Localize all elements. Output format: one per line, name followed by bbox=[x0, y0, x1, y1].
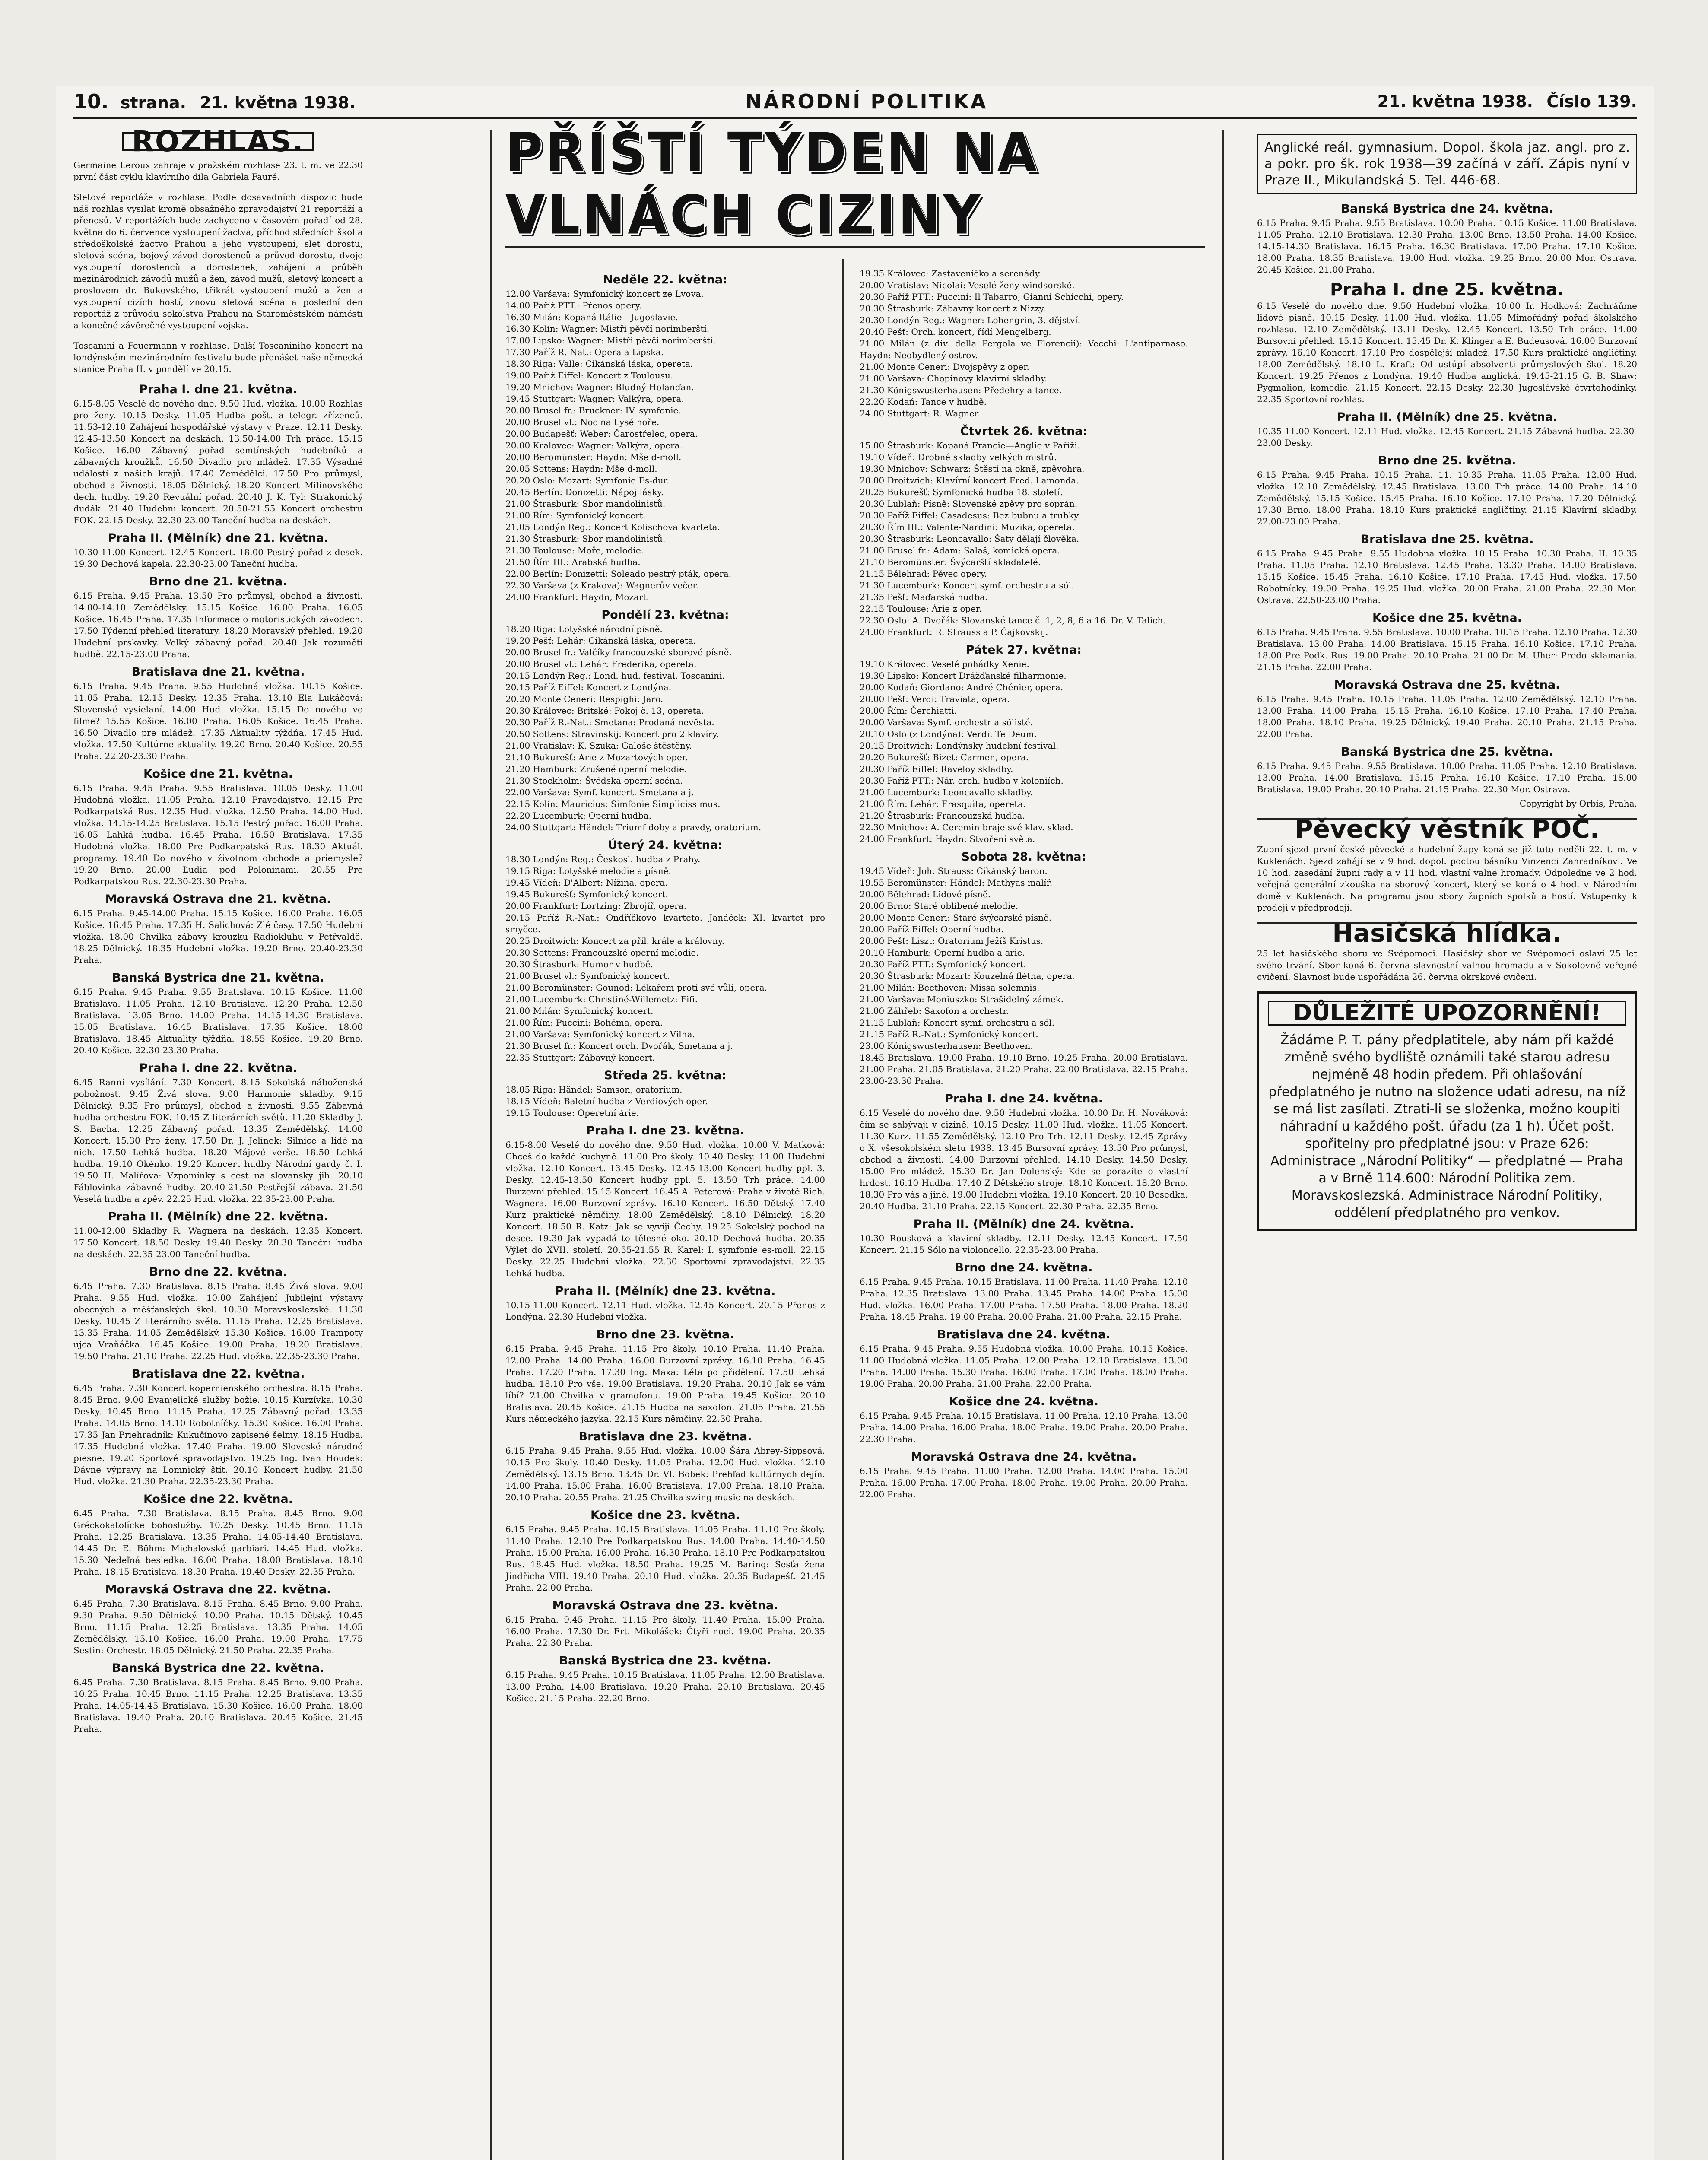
schedule-entry: 21.30 Štrasburk: Sbor mandolinistů. bbox=[505, 534, 666, 544]
schedule-day-heading: Moravská Ostrava dne 23. května. bbox=[552, 1599, 778, 1612]
schedule-entry: 6.15-8.05 Veselé do nového dne. 9.50 Hud. vložka. 10.00 Rozhlas pro ženy. 10.15 Desky. 11.05 Hudba pošt. a telegr. zřízenců. 11.53-12.10 Zahájení hospodářské výstavy v Praze. 12.11 Desky. 12.45-13.50 Koncert na deskách. 13.50-14.00 Trh práce. 15.15 Košice. 16.00 Zábavný pořad semtínských hudebníků a zábavných kroužků. 16.50 Divadlo pro mládež. 17.35 Výsadné událostí z našich krajů. 17.40 Zemědělci. 17.50 Pro průmysl, obchod a živnosti. 18.05 Dělnický. 18.20 Koncert Milinovského dech. hudby. 19.20 Revuální pořad. 20.40 J. K. Tyl: Strakonický dudák. 21.40 Hudební koncert. 20.50-21.55 Koncert orchestru FOK. 22.15 Desky. 22.30-23.00 Taneční hudba na deskách. bbox=[73, 398, 363, 525]
schedule-day-heading: Banská Bystrica dne 25. května. bbox=[1341, 745, 1553, 759]
schedule-entry: 14.00 Paříž PTT.: Přenos opery. bbox=[505, 300, 642, 311]
schedule-entry: 10.15-11.00 Koncert. 12.11 Hud. vložka. 12.45 Koncert. 20.15 Přenos z Londýna. 22.30 Hudební vložka. bbox=[505, 1300, 825, 1322]
schedule-entry: 21.30 Lucemburk: Koncert symf. orchestru a sól. bbox=[860, 580, 1074, 591]
schedule-entry: 21.10 Beromünster: Švýcarští skladatelé. bbox=[860, 557, 1041, 567]
schedule-entry: 19.45 Stuttgart: Wagner: Valkýra, opera. bbox=[505, 394, 684, 404]
right-column bbox=[1257, 130, 1637, 2160]
schedule-entry: 21.30 Königswusterhausen: Předehry a tance. bbox=[860, 385, 1062, 395]
newspaper-page bbox=[56, 86, 1654, 2160]
schedule-day-heading: Košice dne 23. května. bbox=[590, 1509, 740, 1522]
schedule-entry: 18.45 Bratislava. 19.00 Praha. 19.10 Brno. 19.25 Praha. 20.00 Bratislava. 21.00 Praha. 21.05 Bratislava. 21.20 Praha. 22.00 Bratislava. 22.15 Praha. 23.00-23.30 Praha. bbox=[860, 1052, 1188, 1086]
schedule-entry: 21.00 Varšava: Symfonický koncert z Vilna. bbox=[505, 1029, 695, 1039]
schedule-day-heading: Praha II. (Mělník) dne 22. května. bbox=[108, 1210, 329, 1223]
schedule-entry: 20.45 Berlín: Donizetti: Nápoj lásky. bbox=[505, 487, 664, 497]
schedule-entry: 19.35 Královec: Zastaveníčko a serenády. bbox=[860, 268, 1041, 279]
schedule-day-heading: Bratislava dne 22. května. bbox=[131, 1367, 305, 1381]
schedule-day-heading: Košice dne 25. května. bbox=[1372, 611, 1522, 625]
schedule-entry: 20.05 Sottens: Haydn: Mše d-moll. bbox=[505, 464, 657, 474]
schedule-entry: 21.30 Brusel fr.: Koncert orch. Dvořák, Smetana a j. bbox=[505, 1041, 733, 1051]
schedule-entry: 6.15 Praha. 9.45 Praha. 9.55 Bratislava. 10.15 Košice. 11.00 Bratislava. 11.05 Praha. 12.10 Bratislava. 12.20 Praha. 12.50 Bratislava. 13.05 Brno. 14.00 Praha. 14.15-14.30 Bratislava. 15.05 Bratislava. 16.45 Bratislava. 17.35 Košice. 18.00 Bratislava. 18.45 Aktuality týždňa. 18.55 Košice. 19.20 Brno. 20.40 Košice. 22.30-23.30 Praha. bbox=[73, 987, 363, 1055]
page-number: 10. bbox=[73, 90, 109, 113]
schedule-day-heading: Brno dne 25. května. bbox=[1378, 454, 1516, 467]
schedule-entry: 19.45 Bukurešť: Symfonický koncert. bbox=[505, 889, 668, 899]
schedule-entry: 6.45 Praha. 7.30 Bratislava. 8.15 Praha. 8.45 Brno. 9.00 Gréckokatolícke bohoslužby. 10.25 Desky. 10.45 Brno. 11.15 Praha. 12.25 Bratislava. 13.35 Praha. 14.05-14.40 Bratislava. 14.45 Dr. E. Böhm: Michalovské garbiari. 14.45 Hud. vložka. 15.30 Nedeľná besiedka. 16.00 Praha. 18.00 Bratislava. 18.10 Praha. 18.15 Bratislava. 18.30 Praha. 19.40 Desky. 22.35 Praha. bbox=[73, 1508, 363, 1577]
schedule-entry: 20.30 Štrasburk: Leoncavallo: Šaty dělají člověka. bbox=[860, 534, 1079, 544]
schedule-day-heading: Bratislava dne 25. května. bbox=[1360, 533, 1534, 546]
hasicska-text: 25 let hasičského sboru ve Svépomoci. Hasičský sbor ve Svépomoci oslaví 25 let svého trvání. Sbor koná 6. června slavnostní valnou hromadu a v Sokolovně veřejné cvičení. Slavnost bude uspořádána 26. června okrskové cvičení. bbox=[1257, 948, 1637, 982]
schedule-entry: 20.15 Paříž R.-Nat.: Ondříčkovo kvarteto. Janáček: XI. kvartet pro smyčce. bbox=[505, 912, 825, 934]
schedule-entry: 20.30 Královec: Britské: Pokoj č. 13, opereta. bbox=[505, 705, 704, 716]
schedule-entry: 19.30 Mnichov: Schwarz: Štěstí na okně, zpěvohra. bbox=[860, 464, 1085, 474]
schedule-entry: 24.00 Stuttgart: Händel: Triumf doby a pravdy, oratorium. bbox=[505, 822, 762, 832]
schedule-entry: 22.15 Kolín: Mauricius: Simfonie Simplicissimus. bbox=[505, 799, 721, 809]
schedule-day-heading: Banská Bystrica dne 21. května. bbox=[112, 971, 324, 985]
schedule-entry: 21.50 Řím III.: Arabská hudba. bbox=[505, 557, 641, 567]
schedule-day-heading: Praha I. dne 22. května. bbox=[139, 1061, 297, 1075]
schedule-entry: 6.15 Praha. 9.45 Praha. 9.55 Hud. vložka. 10.00 Šára Abrey-Sippsová. 10.15 Pro školy. 10.40 Desky. 11.05 Praha. 12.00 Hud. vložka. 12.10 Zemědělský. 13.15 Brno. 13.45 Dr. Vl. Bobek: Prehľad kultúrnych dejín. 14.00 Praha. 15.00 Praha. 16.00 Bratislava. 17.00 Praha. 18.10 Praha. 20.10 Praha. 20.55 Praha. 21.25 Chvilka swing music na deskách. bbox=[505, 1445, 825, 1502]
schedule-day-heading: Bratislava dne 23. května. bbox=[578, 1430, 752, 1443]
schedule-entry: 20.00 Bělehrad: Lidové písně. bbox=[860, 889, 991, 899]
schedule-entry: 21.00 Štrasburk: Sbor mandolinistů. bbox=[505, 499, 666, 509]
schedule-day-heading: Praha I. dne 25. května. bbox=[1330, 280, 1564, 300]
schedule-entry: 20.30 Paříž Eiffel: Casadesus: Bez bubnu a trubky. bbox=[860, 510, 1080, 521]
schedule-entry: 20.30 Londýn Reg.: Wagner: Lohengrin, 3. dějství. bbox=[860, 315, 1081, 325]
schedule-day-heading: Sobota 28. května: bbox=[961, 850, 1086, 864]
schedule-entry: 22.35 Stuttgart: Zábavný koncert. bbox=[505, 1052, 655, 1063]
schedule-entry: 20.00 Královec: Wagner: Valkýra, opera. bbox=[505, 440, 683, 451]
schedule-entry: 20.10 Hamburk: Operní hudba a arie. bbox=[860, 947, 1025, 958]
schedule-entry: 20.30 Paříž PTT.: Puccini: Il Tabarro, Gianni Schicchi, opery. bbox=[860, 292, 1124, 302]
schedule-entry: 20.30 Paříž PTT.: Nár. orch. hudba v koloniích. bbox=[860, 775, 1064, 786]
schedule-day-heading: Brno dne 23. května. bbox=[596, 1328, 734, 1341]
schedule-entry: 6.15 Praha. 9.45 Praha. 9.55 Bratislava. 10.00 Praha. 10.15 Košice. 11.00 Bratislava. 11.05 Praha. 12.10 Bratislava. 12.30 Praha. 13.00 Brno. 13.50 Praha. 14.00 Košice. 14.15-14.30 Bratislava. 16.15 Praha. 16.30 Bratislava. 17.00 Praha. 17.10 Košice. 18.00 Praha. 18.35 Bratislava. 19.00 Hud. vložka. 19.25 Brno. 20.00 Mor. Ostrava. 20.45 Košice. 21.00 Praha. bbox=[1257, 218, 1637, 275]
schedule-entry: 20.00 Brusel fr.: Bruckner: IV. symfonie. bbox=[505, 405, 681, 416]
domestic-schedule-3 bbox=[860, 1052, 1188, 1500]
schedule-entry: 6.15 Praha. 9.45 Praha. 9.55 Bratislava. 10.05 Desky. 11.00 Hudobná vložka. 11.05 Praha. 12.10 Pravodajstvo. 12.15 Pre Podkarpatská Rus. 12.35 Hud. vložka. 12.50 Praha. 14.00 Hud. vložka. 14.15-14.25 Bratislava. 15.15 Pestrý pořad. 16.00 Praha. 16.05 Lahká hudba. 16.45 Praha. 16.50 Bratislava. 17.35 Hudobná vložka. 18.00 Pre Podkarpatská Rus. 18.30 Aktuál. programy. 19.40 Do nového v životnom obchode a priemysle? 19.20 Brno. 20.00 Ľudia pod Poloninami. 20.55 Pre Podkarpatskou Rus. 22.30-23.30 Praha. bbox=[73, 783, 363, 886]
schedule-entry: 19.15 Riga: Lotyšské melodie a písně. bbox=[505, 866, 671, 876]
schedule-day-heading: Středa 25. května: bbox=[604, 1069, 727, 1082]
schedule-entry: 21.00 Řím: Lehár: Frasquita, opereta. bbox=[860, 799, 1026, 809]
schedule-entry: 6.45 Praha. 7.30 Bratislava. 8.15 Praha. 8.45 Brno. 9.00 Praha. 10.25 Praha. 10.45 Brno. 11.15 Praha. 12.25 Bratislava. 13.35 Praha. 14.05-14.45 Bratislava. 15.30 Košice. 16.00 Praha. 18.00 Bratislava. 19.40 Praha. 20.10 Bratislava. 20.45 Košice. 21.45 Praha. bbox=[73, 1677, 363, 1734]
schedule-entry: 10.35-11.00 Koncert. 12.11 Hud. vložka. 12.45 Koncert. 21.15 Zábavná hudba. 22.30-23.00 Desky. bbox=[1257, 426, 1637, 448]
schedule-entry: 6.15 Praha. 9.45 Praha. 11.15 Pro školy. 11.40 Praha. 15.00 Praha. 16.00 Praha. 17.30 Dr. Frt. Mikolášek: Čtyři noci. 19.00 Praha. 20.35 Praha. 22.30 Praha. bbox=[505, 1614, 825, 1648]
schedule-entry: 20.25 Bukurešť: Symfonická hudba 18. století. bbox=[860, 487, 1063, 497]
schedule-entry: 20.30 Sottens: Francouzské operní melodie. bbox=[505, 947, 699, 958]
schedule-entry: 12.00 Varšava: Symfonický koncert ze Lvova. bbox=[505, 289, 704, 299]
schedule-entry: 16.30 Kolín: Wagner: Mistři pěvčí norimberští. bbox=[505, 324, 710, 334]
schedule-entry: 21.00 Milán (z div. della Pergola ve Florencii): Vecchi: L'antiparnaso. Haydn: Neobydlený ostrov. bbox=[860, 338, 1188, 360]
schedule-entry: 21.00 Řím: Puccini: Bohéma, opera. bbox=[505, 1017, 663, 1028]
schedule-entry: 21.15 Paříž R.-Nat.: Symfonický koncert. bbox=[860, 1029, 1038, 1039]
schedule-entry: 17.00 Lipsko: Wagner: Mistři pěvčí norimberští. bbox=[505, 335, 716, 346]
schedule-day-heading: Banská Bystrica dne 22. května. bbox=[112, 1661, 324, 1675]
schedule-entry: 20.30 Lublaň: Písně: Slovenské zpěvy pro soprán. bbox=[860, 499, 1078, 509]
schedule-entry: 17.30 Paříž R.-Nat.: Opera a Lipska. bbox=[505, 347, 664, 357]
right-schedule bbox=[1257, 203, 1637, 795]
schedule-day-heading: Košice dne 22. května. bbox=[143, 1493, 293, 1506]
schedule-entry: 20.00 Paříž Eiffel: Operní hudba. bbox=[860, 924, 1004, 934]
schedule-entry: 6.15 Veselé do nového dne. 9.50 Hudební vložka. 10.00 Ir. Hodková: Zachráňme lidové písně. 10.15 Desky. 11.00 Hud. vložka. 11.05 Mimořádný pořad školského rozhlasu. 12.10 Zemědělský. 13.11 Desky. 12.45 Koncert. 13.50 Trh práce. 14.00 Bursovní přehled. 15.15 Koncert. 15.45 Dr. K. Klinger a E. Budeusová. 16.00 Burzovní zprávy. 16.10 Koncert. 17.10 Pro dospělejší mládež. 17.50 Kurs praktické angličtiny. 18.00 Zemědělský. 18.10 L. Kraft: Od ustúpí absolventi průmyslových škol. 18.20 Koncert. 19.25 Přenos z Londýna. 19.40 Hudba anglická. 19.45-21.15 G. B. Shaw: Pygmalion, komedie. 21.15 Koncert. 22.15 Desky. 22.30 Jugoslávské čtvrtohodinky. 22.35 Sportovní rozhlas. bbox=[1257, 301, 1637, 404]
schedule-entry: 6.15 Praha. 9.45 Praha. 9.55 Hudobná vložka. 10.15 Košice. 11.05 Praha. 12.15 Desky. 12.35 Praha. 13.10 Ela Lukáčová: Slovenské vysielaní. 14.00 Hud. vložka. 15.15 Do nového vo filme? 15.55 Košice. 16.00 Praha. 16.05 Košice. 16.45 Praha. 16.50 Divadlo pre mládež. 17.35 Aktuality týždňa. 17.45 Hud. vložka. 17.50 Kultúrne aktuality. 19.20 Brno. 20.40 Košice. 20.55 Praha. 22.20-23.30 Praha. bbox=[73, 681, 363, 761]
schedule-entry: 20.00 Řím: Čerchiatti. bbox=[860, 705, 957, 716]
masthead bbox=[73, 86, 1637, 119]
schedule-entry: 24.00 Frankfurt: Haydn: Stvoření světa. bbox=[860, 834, 1035, 844]
schedule-entry: 20.40 Pešť: Orch. koncert, řídí Mengelberg. bbox=[860, 327, 1051, 337]
rozhlas-paragraph: Toscanini a Feuermann v rozhlase. Další Toscaniniho koncert na londýnském mezinárodním festivalu bude přenášet naše německá stanice Praha II. v pondělí ve 20.15. bbox=[73, 340, 363, 374]
schedule-day-heading: Čtvrtek 26. května: bbox=[960, 425, 1088, 438]
schedule-entry: 16.30 Milán: Kopaná Itálie—Jugoslavie. bbox=[505, 312, 678, 322]
schedule-entry: 18.20 Riga: Lotyšské národní písně. bbox=[505, 624, 663, 634]
issue-number: Číslo 139. bbox=[1546, 92, 1637, 111]
rozhlas-schedule bbox=[73, 384, 363, 1735]
schedule-entry: 6.45 Praha. 7.30 Bratislava. 8.15 Praha. 8.45 Živá slova. 9.00 Praha. 9.55 Hud. vložka. 10.00 Zahájení Jubilejní výstavy obecných a měšťanských škol. 10.30 Moravskoslezské. 11.30 Desky. 10.45 Z literárního světa. 11.15 Praha. 12.25 Bratislava. 13.35 Praha. 14.05 Zemědělský. 15.30 Košice. 16.00 Trampoty ujca Vraňáčka. 16.45 Košice. 19.00 Praha. 19.20 Bratislava. 19.50 Praha. 21.10 Praha. 22.25 Hud. vložka. 22.35-23.30 Praha. bbox=[73, 1281, 363, 1361]
schedule-day-heading: Brno dne 24. května. bbox=[955, 1261, 1093, 1274]
schedule-day-heading: Praha II. (Mělník) dne 25. května. bbox=[1337, 410, 1558, 424]
schedule-entry: 6.15 Praha. 9.45 Praha. 10.15 Bratislava. 11.05 Praha. 12.00 Bratislava. 13.00 Praha. 14.00 Bratislava. 19.20 Praha. 20.10 Bratislava. 20.45 Košice. 21.15 Praha. 22.20 Brno. bbox=[505, 1670, 825, 1703]
schedule-entry: 6.15 Praha. 9.45 Praha. 9.55 Bratislava. 10.00 Praha. 10.15 Praha. 12.10 Praha. 12.30 Bratislava. 13.00 Praha. 14.00 Bratislava. 15.15 Praha. 16.10 Košice. 17.10 Praha. 18.00 Pre Podk. Rus. 19.00 Praha. 20.10 Praha. 21.00 Dr. M. Uher: Predo sklamania. 21.15 Praha. 22.00 Praha. bbox=[1257, 627, 1637, 672]
schedule-day-heading: Praha II. (Mělník) dne 21. května. bbox=[108, 531, 329, 545]
schedule-entry: 20.00 Brno: Staré oblíbené melodie. bbox=[860, 901, 1019, 911]
schedule-entry: 20.30 Paříž R.-Nat.: Smetana: Prodaná nevěsta. bbox=[505, 717, 714, 727]
schedule-entry: 18.15 Vídeň: Baletní hudba z Verdiových oper. bbox=[505, 1096, 708, 1106]
schedule-entry: 21.00 Varšava: Chopinovy klavírní skladby. bbox=[860, 373, 1048, 384]
schedule-day-heading: Košice dne 21. května. bbox=[143, 767, 293, 781]
schedule-entry: 20.00 Brusel vl.: Noc na Lysé hoře. bbox=[505, 417, 660, 427]
domestic-schedule-2 bbox=[505, 1125, 825, 1704]
schedule-entry: 6.15 Praha. 9.45 Praha. 9.55 Hudobná vložka. 10.15 Praha. 10.30 Praha. II. 10.35 Praha. 11.05 Praha. 12.10 Bratislava. 12.45 Praha. 13.30 Praha. 14.00 Bratislava. 15.15 Košice. 15.45 Praha. 16.10 Košice. 17.10 Praha. 17.45 Hud. vložka. 17.50 Robotnícky. 19.00 Praha. 19.25 Hud. vložka. 20.00 Praha. 21.00 Praha. 22.30 Mor. Ostrava. 22.50-23.00 Praha. bbox=[1257, 548, 1637, 605]
schedule-entry: 20.30 Štrasburk: Mozart: Kouzelná flétna, opera. bbox=[860, 971, 1075, 981]
schedule-entry: 21.00 Varšava: Moniuszko: Strašidelný zámek. bbox=[860, 994, 1064, 1004]
schedule-entry: 20.30 Řím III.: Valente-Nardini: Muzika, opereta. bbox=[860, 522, 1075, 532]
schedule-entry: 21.35 Pešť: Maďarská hudba. bbox=[860, 592, 988, 602]
foreign-schedule-2 bbox=[860, 268, 1188, 1052]
schedule-day-heading: Brno dne 21. května. bbox=[149, 575, 287, 588]
schedule-entry: 6.15 Praha. 9.45 Praha. 9.55 Hudobná vložka. 10.00 Praha. 10.15 Košice. 11.00 Hudobná vložka. 11.05 Praha. 12.00 Praha. 12.10 Bratislava. 13.00 Praha. 14.00 Praha. 15.30 Praha. 16.00 Praha. 17.00 Praha. 18.00 Praha. 19.00 Praha. 20.00 Praha. 21.00 Praha. 22.00 Praha. bbox=[860, 1344, 1188, 1389]
foreign-schedule-column-1 bbox=[505, 268, 825, 2160]
schedule-entry: 21.30 Stockholm: Švédská operní scéna. bbox=[505, 775, 683, 786]
schedule-entry: 6.45 Praha. 7.30 Koncert kopernienského orchestra. 8.15 Praha. 8.45 Brno. 9.00 Evanjelické služby božie. 10.15 Kurzívka. 10.30 Desky. 10.45 Brno. 11.15 Praha. 12.25 Zábavný pořad. 13.35 Praha. 14.05 Brno. 14.10 Robotníčky. 15.30 Košice. 16.00 Praha. 17.35 Jan Priehradník: Kukučínovo zapisené šelmy. 18.15 Hudba. 17.35 Hudobná vložka. 17.40 Praha. 19.00 Sloveské národné piesne. 19.20 Sportové spravodajstvo. 19.25 Ing. Ivan Houdek: Dávne výpravy na Lomnický štít. 20.10 Koncert hudby. 21.50 Hud. vložka. 21.30 Praha. 22.35-23.30 Praha. bbox=[73, 1383, 363, 1487]
schedule-day-heading: Moravská Ostrava dne 25. května. bbox=[1334, 678, 1560, 692]
column-rule bbox=[1222, 130, 1224, 2160]
schedule-entry: 6.45 Ranní vysílání. 7.30 Koncert. 8.15 Sokolská náboženská pobožnost. 9.45 Živá slova. 9.00 Harmonie skladby. 9.15 Dělnický. 9.35 Pro průmysl, obchod a živnosti. 9.55 Zábavná hudba orchestru FOK. 10.45 Z literárních světů. 11.20 Skladby J. S. Bacha. 12.25 Zábavný pořad. 13.35 Zemědělský. 14.00 Koncert. 15.30 Pro ženy. 17.50 Dr. J. Jelínek: Silnice a lidé na nich. 17.50 Lehká hudba. 18.20 Májové verše. 18.50 Lehká hudba. 19.10 Okénko. 19.20 Koncert hudby Národní gardy č. I. 19.50 H. Malířová: Vzpomínky s cest na slovanský jih. 20.10 Fáblovinka zábavné hudby. 20.40-21.50 Pestřejší zábava. 21.50 Veselá hudba a zpěv. 22.25 Hud. vložka. 22.35-23.00 Praha. bbox=[73, 1077, 363, 1204]
schedule-day-heading: Pátek 27. května: bbox=[965, 643, 1082, 657]
schedule-entry: 6.15 Praha. 9.45 Praha. 10.15 Praha. 11. 10.35 Praha. 11.05 Praha. 12.00 Hud. vložka. 12.10 Zemědělský. 12.45 Bratislava. 13.00 Trh práce. 14.00 Praha. 14.10 Zemědělský. 15.15 Košice. 15.45 Praha. 16.10 Košice. 17.10 Praha. 17.20 Dělnický. 17.30 Brno. 18.00 Praha. 18.10 Kurs praktické angličtiny. 21.15 Klavírní skladby. 22.00-23.00 Praha. bbox=[1257, 470, 1637, 527]
schedule-entry: 21.20 Hamburk: Zrušené operní melodie. bbox=[505, 764, 687, 774]
schedule-entry: 20.00 Kodaň: Giordano: André Chénier, opera. bbox=[860, 682, 1064, 692]
schedule-entry: 21.20 Štrasburk: Francouzská hudba. bbox=[860, 810, 1025, 821]
hasicska-heading: Hasičská hlídka. bbox=[1257, 922, 1637, 939]
vestnik-text: Župní sjezd první české pěvecké a hudební župy koná se již tuto neděli 22. t. m. v Kuklenách. Sjezd zahájí se v 9 hod. dopol. poctou básníku Vinzenci Zahradníkovi. Ve 10 hod. zasedání župní rady a v 11 hod. vlastní valné hromady. Odpoledne ve 2 hod. veřejná generální zkouška na sborový koncert, který se koná o 4 hod. v Národním domě v Kuklenách. Na programu jsou sbory župních spolků a hostí. Vstupenky k prodeji v předprodeji. bbox=[1257, 844, 1637, 913]
schedule-day-heading: Praha II. (Mělník) dne 24. května. bbox=[913, 1217, 1134, 1231]
schedule-entry: 6.15 Praha. 9.45 Praha. 10.15 Bratislava. 11.05 Praha. 11.10 Pre školy. 11.40 Praha. 12.10 Pre Podkarpatskou Rus. 14.00 Praha. 14.40-14.50 Praha. 15.00 Praha. 16.00 Praha. 16.30 Praha. 18.10 Pre Podkarpatskou Rus. 18.45 Hud. vložka. 18.50 Praha. 19.25 M. Baring: Šesťa žena Jindřicha VIII. 19.40 Praha. 20.10 Hud. vložka. 20.35 Budapešť. 21.45 Praha. 22.00 Praha. bbox=[505, 1524, 825, 1593]
schedule-entry: 20.30 Paříž PTT.: Symfonický koncert. bbox=[860, 959, 1026, 969]
schedule-entry: 20.20 Bukurešť: Bizet: Carmen, opera. bbox=[860, 752, 1029, 762]
schedule-entry: 21.00 Milán: Symfonický koncert. bbox=[505, 1006, 654, 1016]
schedule-entry: 23.00 Königswusterhausen: Beethoven. bbox=[860, 1041, 1033, 1051]
banner-rule bbox=[505, 246, 1205, 248]
masthead-date-left: 21. května 1938. bbox=[200, 93, 356, 112]
schedule-entry: 21.00 Milán: Beethoven: Missa solemnis. bbox=[860, 982, 1040, 993]
schedule-entry: 20.00 Beromünster: Haydn: Mše d-moll. bbox=[505, 452, 682, 462]
important-notice-box bbox=[1257, 991, 1637, 1231]
schedule-entry: 24.00 Frankfurt: R. Strauss a P. Čajkovskij. bbox=[860, 627, 1048, 637]
schedule-day-heading: Neděle 22. května: bbox=[603, 273, 727, 286]
schedule-entry: 6.45 Praha. 7.30 Bratislava. 8.15 Praha. 8.45 Brno. 9.00 Praha. 9.30 Praha. 9.50 Dělnický. 10.00 Praha. 10.15 Dětský. 10.45 Brno. 11.15 Praha. 12.25 Bratislava. 13.35 Praha. 14.05 Zemědělský. 15.10 Košice. 16.00 Praha. 19.00 Praha. 17.75 Sestin: Orchestr. 18.05 Dělnický. 21.50 Praha. 22.35 Praha. bbox=[73, 1598, 363, 1655]
schedule-entry: 15.00 Štrasburk: Kopaná Francie—Anglie v Paříži. bbox=[860, 440, 1080, 451]
foreign-schedule bbox=[505, 274, 825, 1119]
schedule-entry: 20.00 Budapešť: Weber: Čarostřelec, opera. bbox=[505, 429, 698, 439]
schedule-entry: 21.15 Lublaň: Koncert symf. orchestru a sól. bbox=[860, 1017, 1055, 1028]
schedule-entry: 22.00 Berlín: Donizetti: Soleado pestrý pták, opera. bbox=[505, 569, 732, 579]
schedule-day-heading: Moravská Ostrava dne 22. května. bbox=[105, 1583, 331, 1596]
schedule-day-heading: Moravská Ostrava dne 24. května. bbox=[911, 1450, 1137, 1464]
copyright-note: Copyright by Orbis, Praha. bbox=[1519, 798, 1637, 809]
schedule-entry: 6.15 Veselé do nového dne. 9.50 Hudební vložka. 10.00 Dr. H. Nováková: čím se sabývají v cizině. 10.15 Desky. 11.00 Hud. vložka. 11.05 Koncert. 11.30 Kurz. 11.55 Zemědělský. 12.10 Pro Trh. 12.11 Desky. 12.45 Zprávy o X. všesokolském sletu 1938. 13.45 Bursovní zprávy. 13.50 Pro průmysl, obchod a živnosti. 14.00 Burzovní přehled. 14.10 Desky. 14.50 Desky. 15.00 Pro mládež. 15.30 Dr. Jan Dolenský: Kde se porazíte o vlastní hrdost. 16.10 Hudba. 17.40 Z Dětského stroje. 18.10 Koncert. 18.20 Brno. 18.30 Pro vás a jiné. 19.00 Hudební vložka. 19.10 Koncert. 20.10 Besedka. 20.40 Hudba. 21.10 Praha. 22.15 Koncert. 22.30 Praha. 22.35 Brno. bbox=[860, 1108, 1188, 1211]
schedule-entry: 22.00 Varšava: Symf. koncert. Smetana a j. bbox=[505, 787, 694, 797]
schedule-entry: 19.20 Mnichov: Wagner: Bludný Holanďan. bbox=[505, 382, 694, 392]
foreign-stations-banner bbox=[505, 121, 1205, 246]
schedule-entry: 21.00 Brusel vl.: Symfonický koncert. bbox=[505, 971, 670, 981]
schedule-entry: 22.20 Lucemburk: Operní hudba. bbox=[505, 810, 652, 821]
schedule-entry: 20.00 Pešť: Liszt: Oratorium Ježíš Kristus. bbox=[860, 936, 1044, 946]
schedule-day-heading: Banská Bystrica dne 23. května. bbox=[559, 1654, 771, 1668]
schedule-day-heading: Moravská Ostrava dne 21. května. bbox=[105, 893, 331, 906]
schedule-entry: 21.30 Toulouse: Moře, melodie. bbox=[505, 545, 644, 556]
notice-text: Žádáme P. T. pány předplatitele, aby nám při každé změně svého bydliště oznámili také starou adresu nejméně 48 hodin předem. Při ohlašování předplatného je nutno na složence udati adresu, na níž se má list zasílati. Ztrati-li se složenka, možno koupiti náhradní u každého pošt. úřadu (za 1 h). Účet pošt. spořitelny pro předplatné jsou: v Praze 626: Administrace „Národní Politiky“ — předplatné — Praha a v Brně 114.600: Národní Politika zem. Moravskoslezská. Administrace Národní Politiky, oddělení předplatného pro venkov. bbox=[1268, 1032, 1626, 1220]
rozhlas-heading: ROZHLAS. bbox=[122, 132, 314, 151]
schedule-entry: 20.00 Vratislav: Nicolai: Veselé ženy windsorské. bbox=[860, 280, 1075, 290]
schedule-entry: 20.00 Brusel fr.: Valčíky francouzské sborové písně. bbox=[505, 647, 732, 658]
vestnik-heading: Pěvecký věstník POČ. bbox=[1257, 818, 1637, 835]
schedule-entry: 19.10 Vídeň: Drobné skladby velkých mistrů. bbox=[860, 452, 1057, 462]
page-label: strana. bbox=[120, 93, 187, 112]
schedule-day-heading: Bratislava dne 24. května. bbox=[937, 1328, 1111, 1341]
newspaper-title: NÁRODNÍ POLITIKA bbox=[745, 90, 988, 113]
schedule-entry: 6.15 Praha. 9.45 Praha. 11.00 Praha. 12.00 Praha. 14.00 Praha. 15.00 Praha. 16.00 Praha. 17.00 Praha. 18.00 Praha. 19.00 Praha. 20.00 Praha. 22.00 Praha. bbox=[860, 1466, 1188, 1499]
schedule-entry: 20.15 Droitwich: Londýnský hudební festival. bbox=[860, 740, 1059, 751]
schedule-entry: 22.30 Oslo: A. Dvořák: Slovanské tance č. 1, 2, 8, 6 a 16. Dr. V. Talich. bbox=[860, 615, 1166, 626]
schedule-day-heading: Praha I. dne 21. května. bbox=[139, 383, 297, 396]
schedule-entry: 19.15 Toulouse: Operetní árie. bbox=[505, 1108, 639, 1118]
schedule-entry: 11.00-12.00 Skladby R. Wagnera na deskách. 12.35 Koncert. 17.50 Koncert. 18.50 Desky. 19.40 Desky. 20.30 Taneční hudba na deskách. 22.35-23.00 Taneční hudba. bbox=[73, 1226, 363, 1259]
schedule-entry: 22.15 Toulouse: Árie z oper. bbox=[860, 604, 982, 614]
schedule-entry: 6.15 Praha. 9.45 Praha. 10.15 Praha. 11.05 Praha. 12.00 Zemědělský. 12.10 Praha. 13.00 Praha. 14.00 Praha. 15.15 Praha. 16.10 Košice. 17.10 Praha. 17.40 Praha. 18.00 Praha. 18.10 Praha. 19.25 Dělnický. 19.40 Praha. 20.10 Praha. 21.15 Praha. 22.00 Praha. bbox=[1257, 694, 1637, 739]
schedule-day-heading: Brno dne 22. května. bbox=[149, 1265, 287, 1279]
schedule-entry: 6.15-8.00 Veselé do nového dne. 9.50 Hud. vložka. 10.00 V. Matková: Chceš do každé kuchyně. 11.00 Pro školy. 10.40 Desky. 11.00 Hudební vložka. 12.10 Koncert. 13.45 Desky. 12.45-13.00 Koncert hudby ppl. 3. Desky. 12.45-13.50 Koncert hudby ppl. 5. 13.50 Trh práce. 14.00 Burzovní přehled. 15.15 Koncert. 16.45 A. Peterová: Praha v životě Rich. Wagnera. 16.00 Burzovní zprávy. 16.10 Koncert. 16.50 Dětský. 17.40 Kurz praktické němčiny. 18.00 Zemědělský. 18.10 Dělnický. 18.20 Koncert. 18.50 R. Katz: Jak se vyvíjí Čechy. 19.25 Sokolský pochod na desce. 19.30 Jak vypadá to tělesné oko. 20.10 Dechová hudba. 20.35 Výlet do XVII. století. 20.55-21.55 R. Karel: I. symfonie es-moll. 22.15 Desky. 22.25 Hudební vložka. 22.30 Sportovní zpravodajství. 22.35 Lehká hudba. bbox=[505, 1140, 825, 1278]
schedule-entry: 19.10 Královec: Veselé pohádky Xenie. bbox=[860, 659, 1029, 669]
schedule-entry: 22.30 Varšava (z Krakova): Wagnerův večer. bbox=[505, 580, 699, 591]
schedule-entry: 21.00 Beromünster: Gounod: Lékařem proti své vůli, opera. bbox=[505, 982, 768, 993]
schedule-day-heading: Úterý 24. května: bbox=[608, 839, 723, 852]
schedule-day-heading: Banská Bystrica dne 24. května. bbox=[1341, 202, 1553, 216]
schedule-entry: 21.00 Monte Ceneri: Dvojspěvy z oper. bbox=[860, 362, 1029, 372]
schedule-day-heading: Košice dne 24. května. bbox=[949, 1395, 1098, 1408]
schedule-entry: 24.00 Stuttgart: R. Wagner. bbox=[860, 408, 981, 419]
schedule-entry: 18.30 Riga: Valle: Cikánská láska, opereta. bbox=[505, 359, 693, 369]
schedule-entry: 10.30-11.00 Koncert. 12.45 Koncert. 18.00 Pestrý pořad z desek. 19.30 Dechová kapela. 22.30-23.00 Taneční hudba. bbox=[73, 547, 363, 569]
schedule-entry: 21.00 Lucemburk: Christiné-Willemetz: Fifi. bbox=[505, 994, 698, 1004]
schedule-entry: 21.10 Bukurešť: Arie z Mozartových oper. bbox=[505, 752, 688, 762]
schedule-entry: 6.15 Praha. 9.45 Praha. 10.15 Bratislava. 11.00 Praha. 11.40 Praha. 12.10 Praha. 12.35 Bratislava. 13.00 Praha. 13.45 Praha. 14.00 Praha. 15.00 Hud. vložka. 16.00 Praha. 17.00 Praha. 17.50 Praha. 18.00 Praha. 18.20 Praha. 18.45 Praha. 19.00 Praha. 20.00 Praha. 21.00 Praha. 22.15 Praha. bbox=[860, 1277, 1188, 1322]
schedule-entry: 21.00 Záhřeb: Saxofon a orchestr. bbox=[860, 1006, 1009, 1016]
schedule-day-heading: Praha I. dne 24. května. bbox=[945, 1092, 1103, 1105]
schedule-entry: 20.15 Paříž Eiffel: Koncert z Londýna. bbox=[505, 682, 672, 692]
schedule-entry: 19.30 Lipsko: Koncert Drážďanské filharmonie. bbox=[860, 670, 1067, 681]
schedule-entry: 22.20 Kodaň: Tance v hudbě. bbox=[860, 397, 987, 407]
schedule-entry: 6.15 Praha. 9.45 Praha. 9.55 Bratislava. 10.00 Praha. 11.05 Praha. 12.10 Bratislava. 13.00 Praha. 14.00 Bratislava. 15.15 Praha. 16.10 Košice. 17.10 Praha. 18.00 Bratislava. 19.00 Praha. 20.10 Praha. 21.15 Praha. 22.30 Mor. Ostrava. bbox=[1257, 761, 1637, 794]
rozhlas-column bbox=[73, 130, 363, 2160]
schedule-entry: 6.15 Praha. 9.45 Praha. 11.15 Pro školy. 10.10 Praha. 11.40 Praha. 12.00 Praha. 14.00 Praha. 16.00 Burzovní zprávy. 16.10 Praha. 16.45 Praha. 17.20 Praha. 17.30 Ing. Maxa: Léta po přidělení. 17.50 Lehká hudba. 18.10 Pro vše. 19.00 Bratislava. 19.20 Praha. 20.10 Jak se vám líbí? 21.00 Chvilka v gramofonu. 19.00 Praha. 19.45 Košice. 20.10 Bratislava. 20.45 Košice. 21.15 Hudba na saxofon. 21.05 Praha. 21.55 Kurs německého jazyka. 22.15 Kurs němčiny. 22.30 Praha. bbox=[505, 1344, 825, 1424]
schedule-entry: 21.00 Řím: Symfonický koncert. bbox=[505, 510, 646, 521]
schedule-day-heading: Praha I. dne 23. května. bbox=[586, 1124, 744, 1137]
schedule-entry: 20.10 Oslo (z Londýna): Verdi: Te Deum. bbox=[860, 729, 1037, 739]
schedule-day-heading: Praha II. (Mělník) dne 23. května. bbox=[555, 1284, 776, 1298]
schedule-day-heading: Bratislava dne 21. května. bbox=[131, 665, 305, 679]
schedule-entry: 20.00 Frankfurt: Lortzing: Zbrojíř, opera. bbox=[505, 901, 687, 911]
schedule-entry: 6.15 Praha. 9.45 Praha. 10.15 Bratislava. 11.00 Praha. 12.10 Praha. 13.00 Praha. 14.00 Praha. 16.00 Praha. 18.00 Praha. 19.00 Praha. 20.00 Praha. 22.30 Praha. bbox=[860, 1410, 1188, 1444]
schedule-entry: 6.15 Praha. 9.45-14.00 Praha. 15.15 Košice. 16.00 Praha. 16.05 Košice. 16.45 Praha. 17.35 H. Salichová: Zlé časy. 17.50 Hudební vložka. 18.00 Chvilka zábavy krouzku Radiokluhu v Petřvaldě. 18.25 Dělnický. 18.35 Hudební vložka. 19.20 Brno. 20.40-23.30 Praha. bbox=[73, 908, 363, 965]
schedule-entry: 20.30 Štrasburk: Humor v hudbě. bbox=[505, 959, 654, 969]
schedule-entry: 21.00 Vratislav: K. Szuka: Galoše štěstěny. bbox=[505, 740, 692, 751]
schedule-entry: 19.45 Vídeň: Joh. Strauss: Cikánský baron. bbox=[860, 866, 1048, 876]
schedule-entry: 6.15 Praha. 9.45 Praha. 13.50 Pro průmysl, obchod a živnosti. 14.00-14.10 Zemědělský. 15.15 Košice. 16.00 Praha. 16.05 Košice. 16.45 Praha. 17.35 Informace o motoristických závodech. 17.50 Týdenní přehled literatury. 18.20 Moravský přehled. 19.20 Hudební prskavky. Velký zábavný pořad. 20.40 Jak rozuměti hudbě. 22.15-23.00 Praha. bbox=[73, 591, 363, 659]
schedule-entry: 19.00 Paříž Eiffel: Koncert z Toulousu. bbox=[505, 370, 673, 381]
schedule-entry: 20.00 Droitwich: Klavírní koncert Fred. Lamonda. bbox=[860, 475, 1079, 486]
schedule-entry: 20.20 Monte Ceneri: Respighi: Jaro. bbox=[505, 694, 664, 704]
schedule-entry: 21.00 Lucemburk: Leoncavallo skladby. bbox=[860, 787, 1033, 797]
schedule-day-heading: Pondělí 23. května: bbox=[601, 608, 729, 622]
masthead-left bbox=[73, 90, 356, 113]
schedule-entry: 20.20 Oslo: Mozart: Symfonie Es-dur. bbox=[505, 475, 670, 486]
school-advertisement: Anglické reál. gymnasium. Dopol. škola jaz. angl. pro z. a pokr. pro šk. rok 1938—39 začíná v září. Zápis nyní v Praze II., Mikulandská 5. Tel. 446-68. bbox=[1257, 134, 1637, 194]
notice-title: DŮLEŽITÉ UPOZORNĚNÍ! bbox=[1268, 1001, 1626, 1026]
masthead-right bbox=[1377, 92, 1637, 111]
schedule-entry: 10.30 Rousková a klavírní skladby. 12.11 Desky. 12.45 Koncert. 17.50 Koncert. 21.15 Sólo na violoncello. 22.35-23.00 Praha. bbox=[860, 1233, 1188, 1255]
schedule-entry: 18.30 Londýn: Reg.: Českosl. hudba z Prahy. bbox=[505, 854, 701, 864]
schedule-entry: 20.30 Paříž Eiffel: Raveloy skladby. bbox=[860, 764, 1013, 774]
schedule-entry: 19.20 Pešť: Lehár: Cikánská láska, opereta. bbox=[505, 635, 696, 646]
column-rule bbox=[490, 130, 492, 2160]
schedule-entry: 19.55 Beromünster: Händel: Mathyas malíř. bbox=[860, 877, 1053, 888]
schedule-entry: 20.15 Londýn Reg.: Lond. hud. festival. Toscanini. bbox=[505, 670, 725, 681]
schedule-entry: 20.00 Monte Ceneri: Staré švýcarské písně. bbox=[860, 912, 1052, 923]
schedule-entry: 21.15 Bělehrad: Pěvec opery. bbox=[860, 569, 987, 579]
schedule-entry: 19.45 Vídeň: D'Albert: Nížina, opera. bbox=[505, 877, 668, 888]
schedule-entry: 20.00 Varšava: Symf. orchestr a sólisté. bbox=[860, 717, 1033, 727]
schedule-entry: 22.30 Mnichov: A. Ceremin braje své klav. sklad. bbox=[860, 822, 1073, 832]
rozhlas-paragraph: Sletové reportáže v rozhlase. Podle dosavadních dispozic bude náš rozhlas vysílat kromě obsažného zpravodajství 21 reportáží a přenosů. V reportážích bude zachyceno v časovém pořadí od 28. května do 6. července vystoupení žactva, příchod středních škol a středoškolské žactvo Prahou a jeho vystoupení, slet dorostu, sletová scéna, bojový závod dorostenců a průvod dorostu, dvoje vystoupení dorostenců a dorostenek, zahájení a průběh mezinárodních závodů mužů a žen, závod mužů, sletový koncert a proslovem dr. Bukovského, třikrát vystoupení mužů a žen a vystoupení cizích hostí, znovu sletová scéna a poslední den reportáž z průvodu sokolstva Prahou na Staroměstském náměstí a konečné závěrečné vystoupení vojska. bbox=[73, 192, 363, 330]
schedule-entry: 21.05 Londýn Reg.: Koncert Kolischova kvarteta. bbox=[505, 522, 720, 532]
masthead-date-right: 21. května 1938. bbox=[1377, 92, 1533, 111]
schedule-entry: 18.05 Riga: Händel: Samson, oratorium. bbox=[505, 1084, 683, 1095]
schedule-entry: 20.00 Brusel vl.: Lehár: Frederika, opereta. bbox=[505, 659, 697, 669]
schedule-entry: 20.30 Štrasburk: Zábavný koncert z Nizzy. bbox=[860, 303, 1046, 314]
schedule-entry: 20.25 Droitwich: Koncert za příl. krále a královny. bbox=[505, 936, 725, 946]
foreign-schedule-column-2 bbox=[860, 268, 1188, 2160]
schedule-entry: 20.00 Pešť: Verdi: Traviata, opera. bbox=[860, 694, 1010, 704]
schedule-entry: 24.00 Frankfurt: Haydn, Mozart. bbox=[505, 592, 649, 602]
schedule-entry: 20.50 Sottens: Stravinskij: Koncert pro 2 klavíry. bbox=[505, 729, 719, 739]
banner-title: PŘÍŠTÍ TÝDEN NA VLNÁCH CIZINY bbox=[505, 121, 1040, 246]
column-rule bbox=[842, 259, 844, 2160]
rozhlas-paragraph: Germaine Leroux zahraje v pražském rozhlase 23. t. m. ve 22.30 první část cyklu klavírního díla Gabriela Fauré. bbox=[73, 160, 363, 182]
schedule-entry: 21.00 Brusel fr.: Adam: Salaš, komická opera. bbox=[860, 545, 1060, 556]
